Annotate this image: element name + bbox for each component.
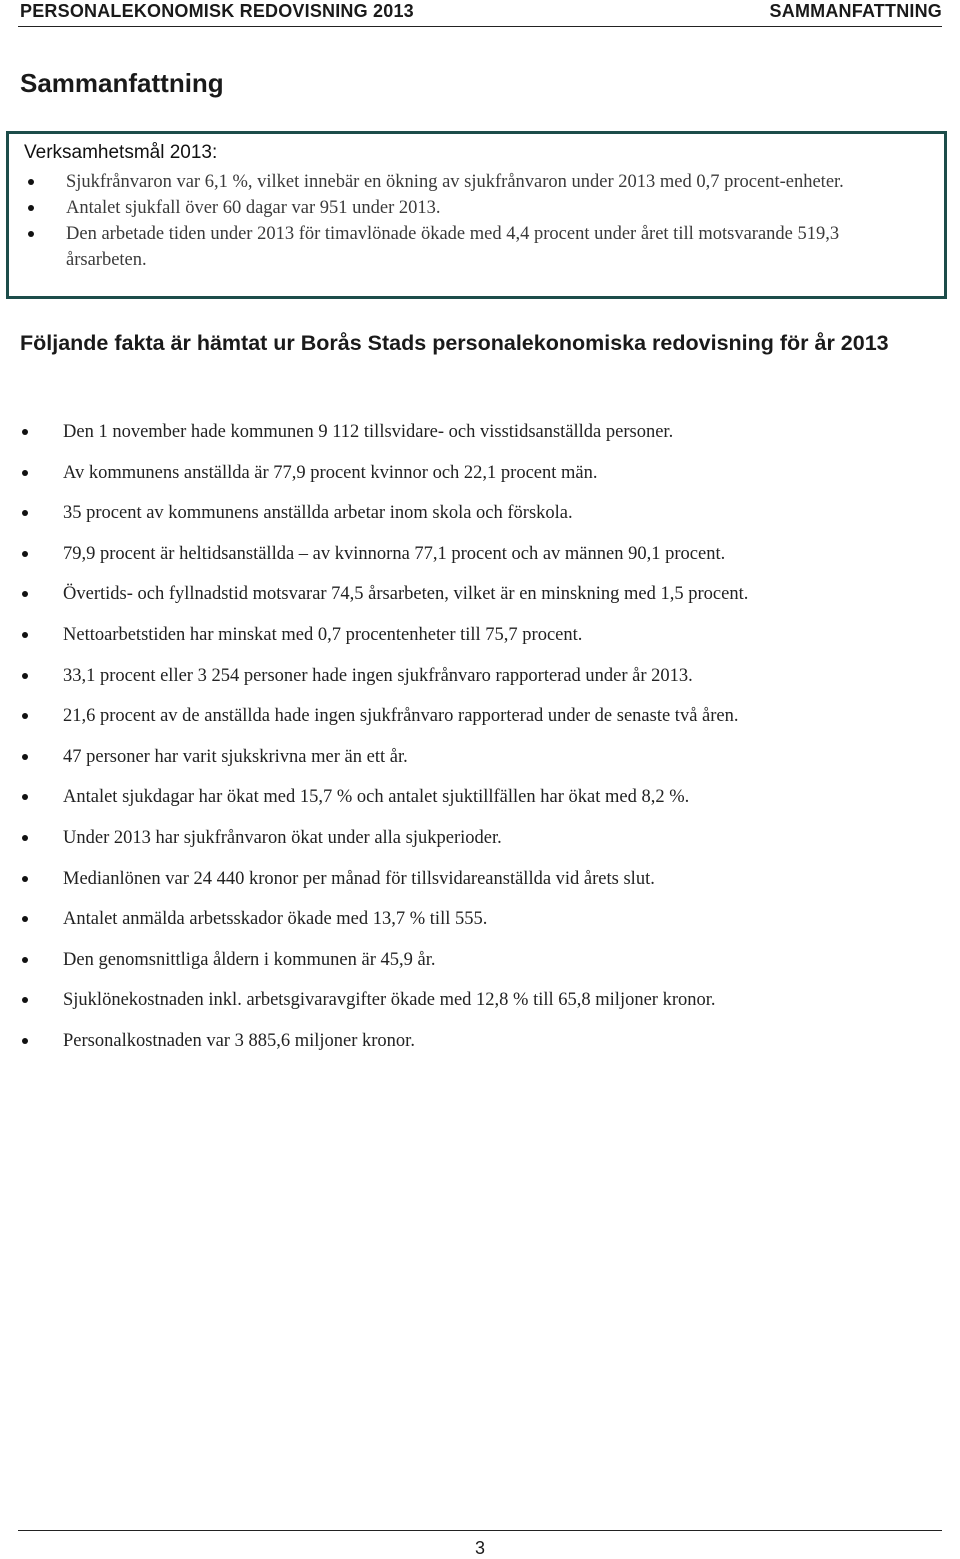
footer-rule [18,1530,942,1531]
fact-item: 33,1 procent eller 3 254 personer hade ingen sjukfrånvaro rapporterad under år 2013. [20,662,940,703]
header-section-title: SAMMANFATTNING [769,1,942,21]
fact-item: Antalet sjukdagar har ökat med 15,7 % och antalet sjuktillfällen har ökat med 8,2 %. [20,783,940,824]
header-document-title: PERSONALEKONOMISK REDOVISNING 2013 [20,1,414,21]
goals-box [6,131,947,299]
fact-item: 35 procent av kommunens anställda arbetar inom skola och förskola. [20,499,940,540]
fact-item: Under 2013 har sjukfrånvaron ökat under alla sjukperioder. [20,824,940,865]
fact-item: 79,9 procent är heltidsanställda – av kvinnorna 77,1 procent och av männen 90,1 procent. [20,540,940,581]
goal-item: Antalet sjukfall över 60 dagar var 951 under 2013. [24,195,924,221]
fact-item: Den genomsnittliga åldern i kommunen är 45,9 år. [20,946,940,987]
facts-list [20,418,940,1068]
fact-item: Medianlönen var 24 440 kronor per månad för tillsvidareanställda vid årets slut. [20,865,940,906]
goal-item: Den arbetade tiden under 2013 för timavlönade ökade med 4,4 procent under året till motsvarande 519,3 årsarbeten. [24,221,924,273]
fact-item: Antalet anmälda arbetsskador ökade med 13,7 % till 555. [20,905,940,946]
goal-item: Sjukfrånvaron var 6,1 %, vilket innebär en ökning av sjukfrånvaron under 2013 med 0,7 procent-enheter. [24,169,924,195]
fact-item: Den 1 november hade kommunen 9 112 tillsvidare- och visstidsanställda personer. [20,418,940,459]
fact-item: 21,6 procent av de anställda hade ingen sjukfrånvaro rapporterad under de senaste två åren. [20,702,940,743]
fact-item: Nettoarbetstiden har minskat med 0,7 procentenheter till 75,7 procent. [20,621,940,662]
facts-heading: Följande fakta är hämtat ur Borås Stads personalekonomiska redovisning för år 2013 [20,331,889,355]
goals-heading: Verksamhetsmål 2013: [24,142,218,163]
page-number: 3 [474,1538,485,1558]
fact-item: Av kommunens anställda är 77,9 procent kvinnor och 22,1 procent män. [20,459,940,500]
fact-item: 47 personer har varit sjukskrivna mer än ett år. [20,743,940,784]
page-title: Sammanfattning [20,68,224,98]
fact-item: Personalkostnaden var 3 885,6 miljoner kronor. [20,1027,940,1068]
goals-list [24,169,924,273]
fact-item: Övertids- och fyllnadstid motsvarar 74,5 årsarbeten, vilket är en minskning med 1,5 procent. [20,580,940,621]
fact-item: Sjuklönekostnaden inkl. arbetsgivaravgifter ökade med 12,8 % till 65,8 miljoner kronor. [20,986,940,1027]
running-header [18,0,942,27]
